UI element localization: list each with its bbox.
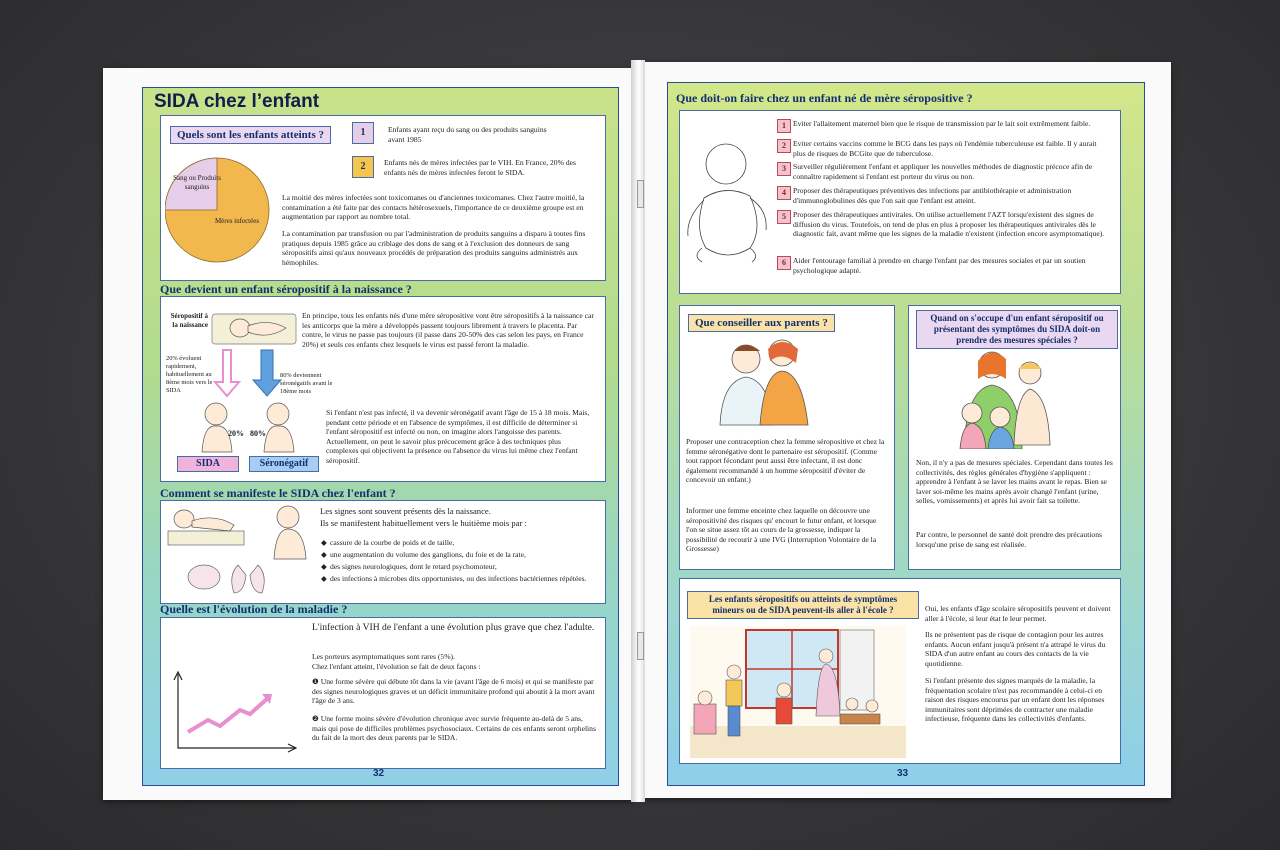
bullet-icon: ◆ (321, 550, 327, 559)
arrow-seronegatif (253, 350, 281, 396)
paragraph-femme-enceinte: Informer une femme enceinte chez laquelle on découvre une séropositivité des risques qu' encourt le futur enfant, et lorsque l'on se situe assez tôt au cours de la grossesse, indiquer la possibilité de recourir à une IVG (Interruption Volontaire de la Grossesse) (686, 506, 877, 554)
bullet-icon: ◆ (321, 574, 327, 583)
item-number-3: 3 (777, 162, 791, 176)
item-number-5: 5 (777, 210, 791, 224)
heading-evolution: Quelle est l'évolution de la maladie ? (160, 602, 348, 616)
pie-label-meres: Mères infectées (214, 217, 260, 225)
staple (637, 632, 644, 660)
item-surveiller: Surveiller régulièrement l'enfant et appliquer les nouvelles méthodes de diagnostic précoce afin de connaître rapidement si l'enfant est porteur du virus ou non. (793, 162, 1093, 181)
heading-seropositif-naissance: Que devient un enfant séropositif à la naissance ? (160, 282, 412, 296)
bullet-4: des infections à microbes dits opportunistes, ou des infections bactériennes répétées. (330, 574, 587, 583)
illustration-adult-children (950, 345, 1060, 449)
illustration-parents (710, 335, 822, 427)
paragraph-contraception: Proposer une contraception chez la femme séropositive et chez la femme séronégative dont le partenaire est séropositif. (Comme tout rapport fécondant peut aussi être infectant, il est donc également recommandé à un homme séropositif d'éviter de concevoir un enfant.) (686, 437, 885, 485)
label-80-deviennent: 80% deviennent séronégatifs avant le 18ème mois (280, 372, 333, 395)
item-therapeutiques-preventives: Proposer des thérapeutiques préventives des infections par antibiothérapie et administration d'immunoglobulines dès que l'on sait que l'enfant est atteint. (793, 186, 1072, 205)
intro-signes-naissance: Les signes sont souvent présents dès la naissance. (320, 506, 491, 516)
heading-ecole: Les enfants séropositifs ou atteints de symptômes mineurs ou de SIDA peuvent-ils aller à l'école ? (687, 591, 919, 619)
label-20-evoluent: 20% évoluent rapidement, habituellement au 8ème mois vers le SIDA (166, 355, 213, 394)
item-number-2: 2 (352, 156, 374, 178)
illustration-graph (168, 670, 303, 755)
paragraph-pas-de-mesures: Non, il n'y a pas de mesures spéciales. Cependant dans toutes les collectivités, des règles générales d'hygiène s'appliquent : apprendre à l'enfant à se laver les mains avant le repas. Bien se laver soi-même les mains après avoir changé l'enfant (urine, selles, vomissements) et après lui avoir fait sa toilette. (916, 458, 1113, 506)
item-number-4: 4 (777, 186, 791, 200)
bullet-2: une augmentation du volume des ganglions, du foie et de la rate, (330, 550, 526, 559)
illustration-two-babies (186, 398, 306, 456)
item-number-6: 6 (777, 256, 791, 270)
illustration-baby-sitting (684, 138, 770, 266)
bullet-1: cassure de la courbe de poids et de taille, (330, 538, 455, 547)
item-number-2: 2 (777, 139, 791, 153)
paragraph-transfusion: La contamination par transfusion ou par l'administration de produits sanguins a disparu à toutes fins pratiques depuis 1985 grâce au criblage des dons de sang et à l'exclusion des donneurs de sang séropositifs ainsi qu'aux nouveaux procédés de préparation des produits sanguins administrés aux hémophiles. (282, 229, 586, 267)
item-text-2: Enfants nés de mères infectées par le VIH. En France, 20% des enfants nés de mères infectées feront le SIDA. (384, 158, 576, 177)
pill-sida: SIDA (177, 456, 239, 472)
intro-huitieme-mois: Ils se manifestent habituellement vers le huitième mois par : (320, 518, 527, 528)
illustration-classroom (690, 626, 906, 758)
page-number-left: 32 (373, 768, 385, 779)
item-vaccins: Eviter certains vaccins comme le BCG dans les pays où l'endémie tuberculeuse est faible. Il y aurait plus de risques de BCGite que de tuberculose. (793, 139, 1097, 158)
intro-evolution-grave: L'infection à VIH de l'enfant a une évolution plus grave que chez l'adulte. (312, 622, 595, 633)
bullet-icon: ◆ (321, 562, 327, 571)
item-text-1: Enfants ayant reçu du sang ou des produits sanguins avant 1985 (388, 125, 547, 144)
page-number-right: 33 (897, 768, 909, 779)
paragraph-signes-marques: Si l'enfant présente des signes marqués de la maladie, la fréquentation scolaire n'est pas recommandée à celui-ci en raison des risques encourus par un enfant dont les réponses immunitaires sont déprimées de contracter une maladie infectieuse, fréquente dans les collectivités d'enfants. (925, 676, 1105, 724)
item-therapeutiques-antivirales: Proposer des thérapeutiques antivirales. On utilise actuellement l'AZT lorsqu'existent des signes de diffusion du virus. Toutefois, on tend de plus en plus à proposer les thérapeutiques antivirales dès le diagnostic fait, avant même que les signes de la maladie n'existent (infection encore asymptomatique). (793, 210, 1105, 239)
line-deux-facons: Chez l'enfant atteint, l'évolution se fait de deux façons : (312, 662, 481, 671)
item-number-1: 1 (352, 122, 374, 144)
pie-chart (165, 152, 275, 267)
pill-seronegatif: Séronégatif (249, 456, 319, 472)
pct-20: 20% (228, 429, 244, 438)
item-number-1: 1 (777, 119, 791, 133)
bullet-icon: ◆ (321, 538, 327, 547)
heading-mesures-speciales: Quand on s'occupe d'un enfant séropositif ou présentant des symptômes du SIDA doit-on prendre des mesures spéciales ? (916, 310, 1118, 349)
pct-80: 80% (250, 429, 266, 438)
label-seropositif-naissance: Séropositif à la naissance (170, 312, 208, 329)
bullet-3: des signes neurologiques, dont le retard psychomoteur, (330, 562, 497, 571)
item-allaitement: Eviter l'allaitement maternel bien que le risque de transmission par le lait soit extrêmement faible. (793, 119, 1091, 128)
heading-enfants-atteints: Quels sont les enfants atteints ? (170, 126, 331, 144)
paragraph-pas-contagion: Ils ne présentent pas de risque de contagion pour les autres enfants. Aucun enfant jusqu'à présent n'a attrapé le virus du SIDA d'un autre enfant au cours des contacts de la vie quotidienne. (925, 630, 1106, 668)
heading-conseiller: Que conseiller aux parents ? (688, 314, 835, 332)
line-porteurs: Les porteurs asymptomatiques sont rares (5%). (312, 652, 455, 661)
point-forme-moins-severe: ❷ Une forme moins sévère d'évolution chronique avec survie fréquente au-delà de 5 ans, mais qui pose de difficiles problèmes psychosociaux. Certains de ces enfants seront orphelins du fait de la mort des deux parents par le SIDA. (312, 714, 596, 743)
staple (637, 180, 644, 208)
book-spine (631, 60, 645, 802)
point-forme-severe: ❶ Une forme sévère qui débute tôt dans la vie (avant l'âge de 6 mois) et qui se manifeste par des signes neurologiques graves et un déficit immunitaire profond qui aboutit à la mort avant l'âge de 3 ans. (312, 677, 595, 706)
paragraph-non-infecte: Si l'enfant n'est pas infecté, il va devenir séronégatif avant l'âge de 15 à 18 mois. Mais, pendant cette période et en l'absence de symptômes, il est difficile de déterminer si l'enfant séropositif est infecté ou non, on imagine alors l'angoisse des parents. Actuellement, on peut le savoir plus précocement grâce à des techniques plus complexes qui objectivent la présence ou l'absence du virus lui même chez l'enfant séropositif. (326, 408, 590, 465)
pie-label-sang: Sang ou Produits sanguins (173, 174, 221, 191)
heading-que-faire: Que doit-on faire chez un enfant né de mère séropositive ? (676, 91, 973, 105)
paragraph-en-principe: En principe, tous les enfants nés d'une mère séropositive vont être séropositifs à la naissance car les anticorps que la mère a développés passent toujours librement à travers le placenta. Par contre, le virus ne passe pas toujours (il passe dans 20-50% des cas selon les pays, en France 20%) et seuls ces enfants chez lesquels le virus est passé feront la maladie. (302, 311, 594, 349)
paragraph-personnel-sante: Par contre, le personnel de santé doit prendre des précautions lorsqu'une prise de sang est réalisée. (916, 530, 1102, 549)
page-title: SIDA chez l’enfant (154, 91, 320, 112)
heading-manifestation: Comment se manifeste le SIDA chez l'enfant ? (160, 486, 396, 500)
item-entourage: Aider l'entourage familial à prendre en charge l'enfant par des mesures sociales et par un soutien psychologique adapté. (793, 256, 1086, 275)
paragraph-oui: Oui, les enfants d'âge scolaire séropositifs peuvent et doivent aller à l'école, si leur état le leur permet. (925, 604, 1111, 623)
paragraph-moitie-meres: La moitié des mères infectées sont toxicomanes ou d'anciennes toxicomanes. Chez l'autre moitié, la contamination a été faite par des contacts hétérosexuels, l'importance de ce deuxième groupe est en augmentation par rapport au nombre total. (282, 193, 585, 222)
illustration-symptoms (164, 503, 314, 598)
illustration-baby-lying (210, 304, 298, 350)
